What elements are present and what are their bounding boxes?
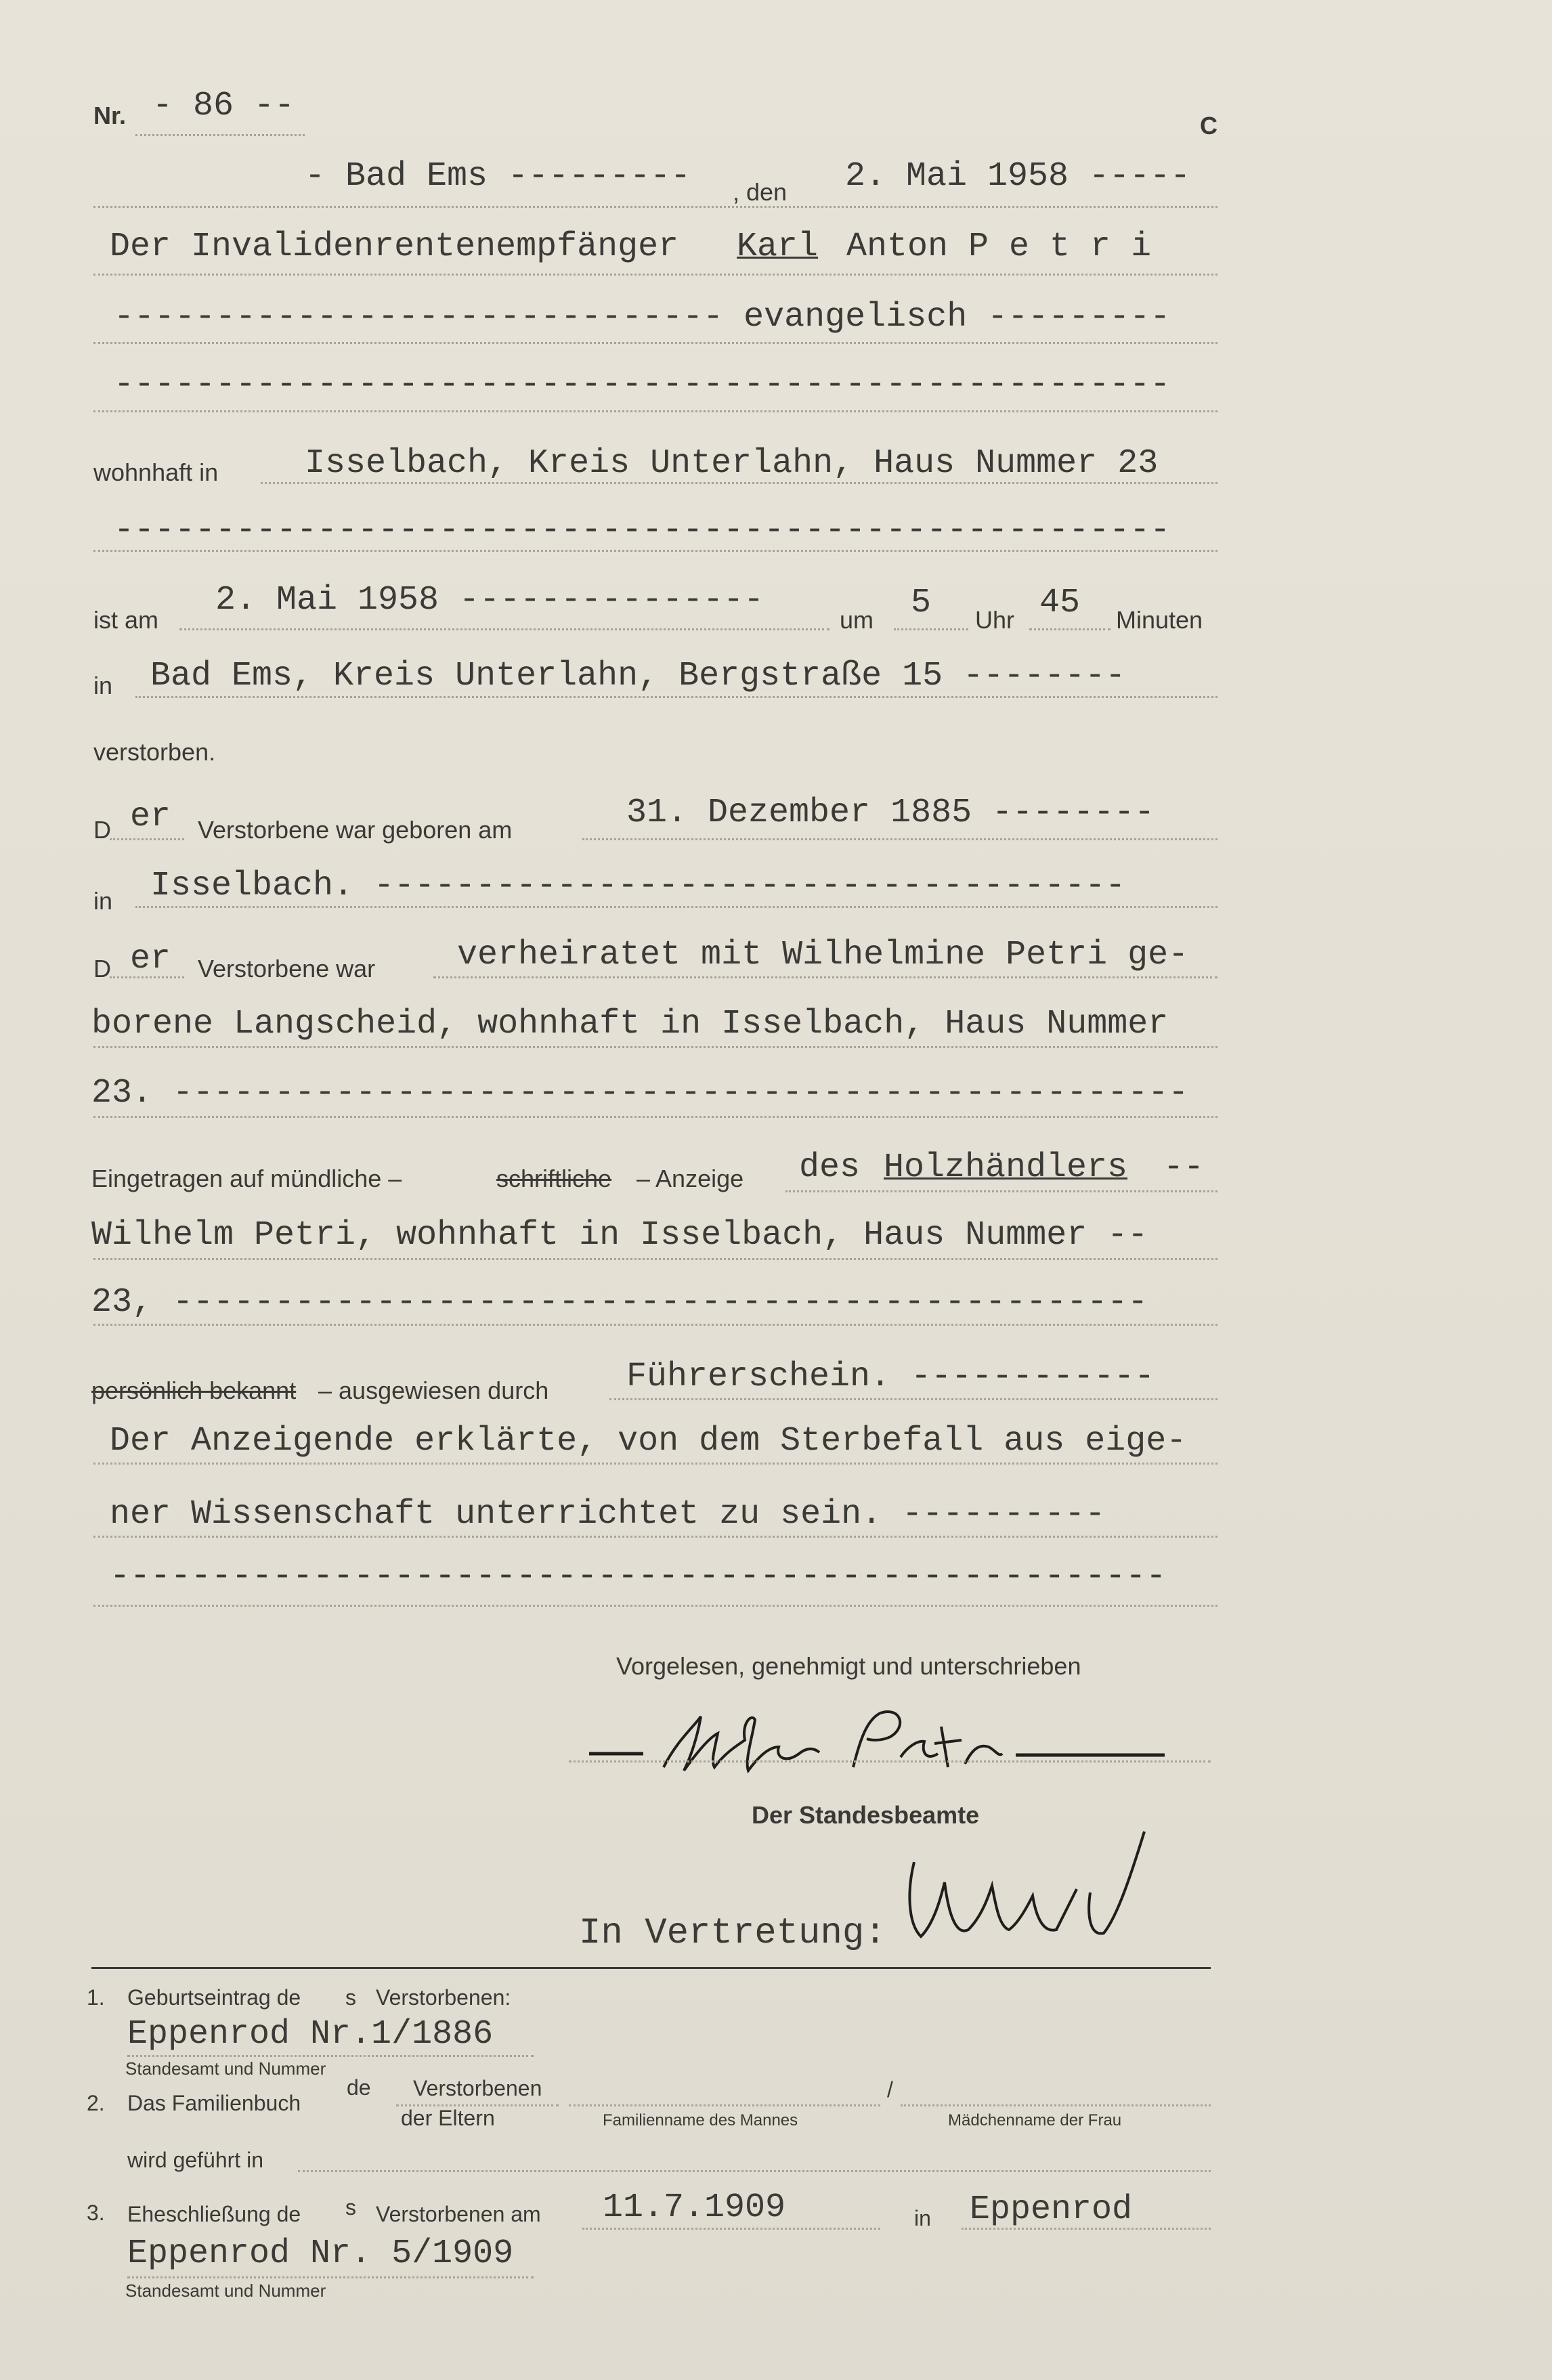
footnote-3-text-b: Verstorbenen am bbox=[376, 2202, 541, 2226]
statement-dash-line: ---------------------------------------------------- bbox=[110, 1557, 1167, 1596]
in-label: in bbox=[93, 672, 113, 699]
registry-place: - Bad Ems --------- bbox=[305, 157, 691, 196]
line bbox=[785, 1190, 1217, 1192]
residence-value: Isselbach, Kreis Unterlahn, Haus Nummer 23 bbox=[305, 444, 1159, 483]
gender-insert: er bbox=[130, 798, 171, 836]
line bbox=[179, 628, 829, 630]
dash-line: ---------------------------------------------------- bbox=[114, 366, 1171, 404]
separator-line bbox=[91, 1967, 1211, 1969]
death-minutes: 45 bbox=[1039, 584, 1081, 622]
registration-line3: 23, ------------------------------------------------ bbox=[91, 1283, 1148, 1322]
series-letter: C bbox=[1200, 112, 1217, 139]
person-firstname: Karl bbox=[737, 228, 819, 266]
line bbox=[93, 1463, 1217, 1465]
line bbox=[93, 1046, 1217, 1048]
marriage-date: 11.7.1909 bbox=[603, 2188, 786, 2227]
religion-line: ------------------------------ evangelisch --------- bbox=[114, 298, 1171, 337]
identification-label: – ausgewiesen durch bbox=[318, 1377, 549, 1404]
line bbox=[93, 206, 1217, 208]
footnote-2-de: de bbox=[347, 2075, 371, 2100]
registrar-label: Der Standesbeamte bbox=[752, 1801, 980, 1829]
statement-line2: ner Wissenschaft unterrichtet zu sein. ---------- bbox=[110, 1495, 1106, 1534]
entry-number: - 86 -- bbox=[152, 87, 295, 125]
residence-continuation: ---------------------------------------------------- bbox=[114, 511, 1171, 550]
d-label: D bbox=[93, 955, 111, 982]
registration-label-struck: schriftliche bbox=[496, 1165, 612, 1192]
occupation-suffix: -- bbox=[1163, 1148, 1205, 1187]
line bbox=[93, 1116, 1217, 1118]
footnote-3-in: in bbox=[914, 2206, 931, 2230]
registrar-signature-graphic bbox=[894, 1821, 1158, 1957]
line bbox=[962, 2228, 1211, 2230]
des-word: des bbox=[799, 1148, 861, 1187]
birth-in-label: in bbox=[93, 887, 113, 915]
registry-date: 2. Mai 1958 ----- bbox=[845, 157, 1191, 196]
line bbox=[135, 906, 1217, 908]
registration-label-b: – Anzeige bbox=[637, 1165, 744, 1192]
birth-date: 31. Dezember 1885 -------- bbox=[626, 794, 1155, 832]
minuten-label: Minuten bbox=[1116, 606, 1203, 634]
footnote-1-text-b: Verstorbenen: bbox=[376, 1985, 511, 2010]
wohnhaft-label: wohnhaft in bbox=[93, 458, 219, 486]
registration-label-a: Eingetragen auf mündliche – bbox=[91, 1165, 402, 1192]
line bbox=[110, 838, 184, 840]
entry-number-line bbox=[135, 134, 305, 136]
birth-entry-value: Eppenrod Nr.1/1886 bbox=[127, 2015, 494, 2054]
person-prefix: Der Invalidenrentenempfänger bbox=[110, 228, 679, 266]
line bbox=[433, 976, 1217, 978]
line bbox=[93, 550, 1217, 552]
um-label: um bbox=[840, 606, 874, 634]
line bbox=[569, 2104, 880, 2106]
line bbox=[127, 2276, 534, 2278]
uhr-label: Uhr bbox=[975, 606, 1015, 634]
footnote-1-text: Geburtseintrag de bbox=[127, 1985, 301, 2010]
death-place: Bad Ems, Kreis Unterlahn, Bergstraße 15 -------- bbox=[150, 657, 1126, 695]
line bbox=[894, 628, 968, 630]
line bbox=[127, 2055, 534, 2057]
informant-signature-graphic bbox=[582, 1700, 1178, 1815]
d-label: D bbox=[93, 816, 111, 844]
line bbox=[135, 696, 1217, 698]
footnote-2-caption-woman: Mädchenname der Frau bbox=[948, 2111, 1122, 2129]
deputy-label: In Vertretung: bbox=[579, 1913, 886, 1954]
ist-am-label: ist am bbox=[93, 606, 159, 634]
identification-label-struck: persönlich bekannt bbox=[91, 1377, 297, 1404]
line bbox=[1029, 628, 1111, 630]
line bbox=[261, 482, 1217, 484]
line bbox=[609, 1398, 1217, 1400]
birth-place: Isselbach. ------------------------------------- bbox=[150, 867, 1126, 905]
footnote-2-text: Das Familienbuch bbox=[127, 2091, 301, 2115]
footnote-1-insert: s bbox=[345, 1985, 356, 2010]
den-label: , den bbox=[733, 178, 788, 206]
footnote-1-number: 1. bbox=[87, 1985, 105, 2010]
footnote-2-verstorbenen: Verstorbenen bbox=[413, 2076, 542, 2100]
gender-insert: er bbox=[130, 940, 171, 978]
line bbox=[93, 1324, 1217, 1326]
line bbox=[569, 1760, 1211, 1762]
marriage-place: Eppenrod bbox=[970, 2190, 1133, 2229]
read-approved-label: Vorgelesen, genehmigt und unterschrieben bbox=[616, 1652, 1081, 1680]
line bbox=[93, 1536, 1217, 1538]
identification-value: Führerschein. ------------ bbox=[626, 1358, 1155, 1396]
nr-label: Nr. bbox=[93, 102, 127, 129]
line bbox=[582, 2228, 880, 2230]
footnote-2-eltern: der Eltern bbox=[401, 2106, 495, 2130]
line bbox=[93, 274, 1217, 276]
verstorben-label: verstorben. bbox=[93, 738, 216, 766]
line bbox=[93, 1258, 1217, 1260]
birth-label: Verstorbene war geboren am bbox=[198, 816, 513, 844]
footnote-2-slash: / bbox=[887, 2077, 893, 2102]
footnote-2-number: 2. bbox=[87, 2091, 105, 2115]
footnote-3-number: 3. bbox=[87, 2201, 105, 2225]
line bbox=[93, 410, 1217, 412]
line bbox=[93, 1605, 1217, 1607]
line bbox=[298, 2170, 1211, 2172]
death-hour: 5 bbox=[911, 584, 932, 622]
marital-line2: borene Langscheid, wohnhaft in Isselbach, Haus Nummer bbox=[91, 1005, 1169, 1043]
footnote-3-insert: s bbox=[345, 2195, 356, 2220]
line bbox=[901, 2104, 1211, 2106]
death-date: 2. Mai 1958 --------------- bbox=[215, 581, 764, 620]
person-name-rest: Anton P e t r i bbox=[846, 228, 1152, 266]
registration-line2: Wilhelm Petri, wohnhaft in Isselbach, Haus Nummer -- bbox=[91, 1216, 1148, 1255]
line bbox=[93, 342, 1217, 344]
statement-line1: Der Anzeigende erklärte, von dem Sterbefall aus eige- bbox=[110, 1422, 1187, 1461]
marriage-entry-value: Eppenrod Nr. 5/1909 bbox=[127, 2234, 514, 2273]
footnote-2-wird: wird geführt in bbox=[127, 2148, 263, 2172]
marital-line1: verheiratet mit Wilhelmine Petri ge- bbox=[457, 936, 1189, 974]
marital-label: Verstorbene war bbox=[198, 955, 376, 982]
informant-occupation: Holzhändlers bbox=[884, 1148, 1128, 1187]
footnote-3-text: Eheschließung de bbox=[127, 2202, 301, 2226]
footnote-3-caption: Standesamt und Nummer bbox=[125, 2280, 326, 2301]
footnote-2-caption-man: Familienname des Mannes bbox=[603, 2111, 798, 2129]
footnote-1-caption: Standesamt und Nummer bbox=[125, 2058, 326, 2079]
marital-line3: 23. -------------------------------------------------- bbox=[91, 1074, 1189, 1112]
line bbox=[110, 976, 184, 978]
line bbox=[582, 838, 1217, 840]
